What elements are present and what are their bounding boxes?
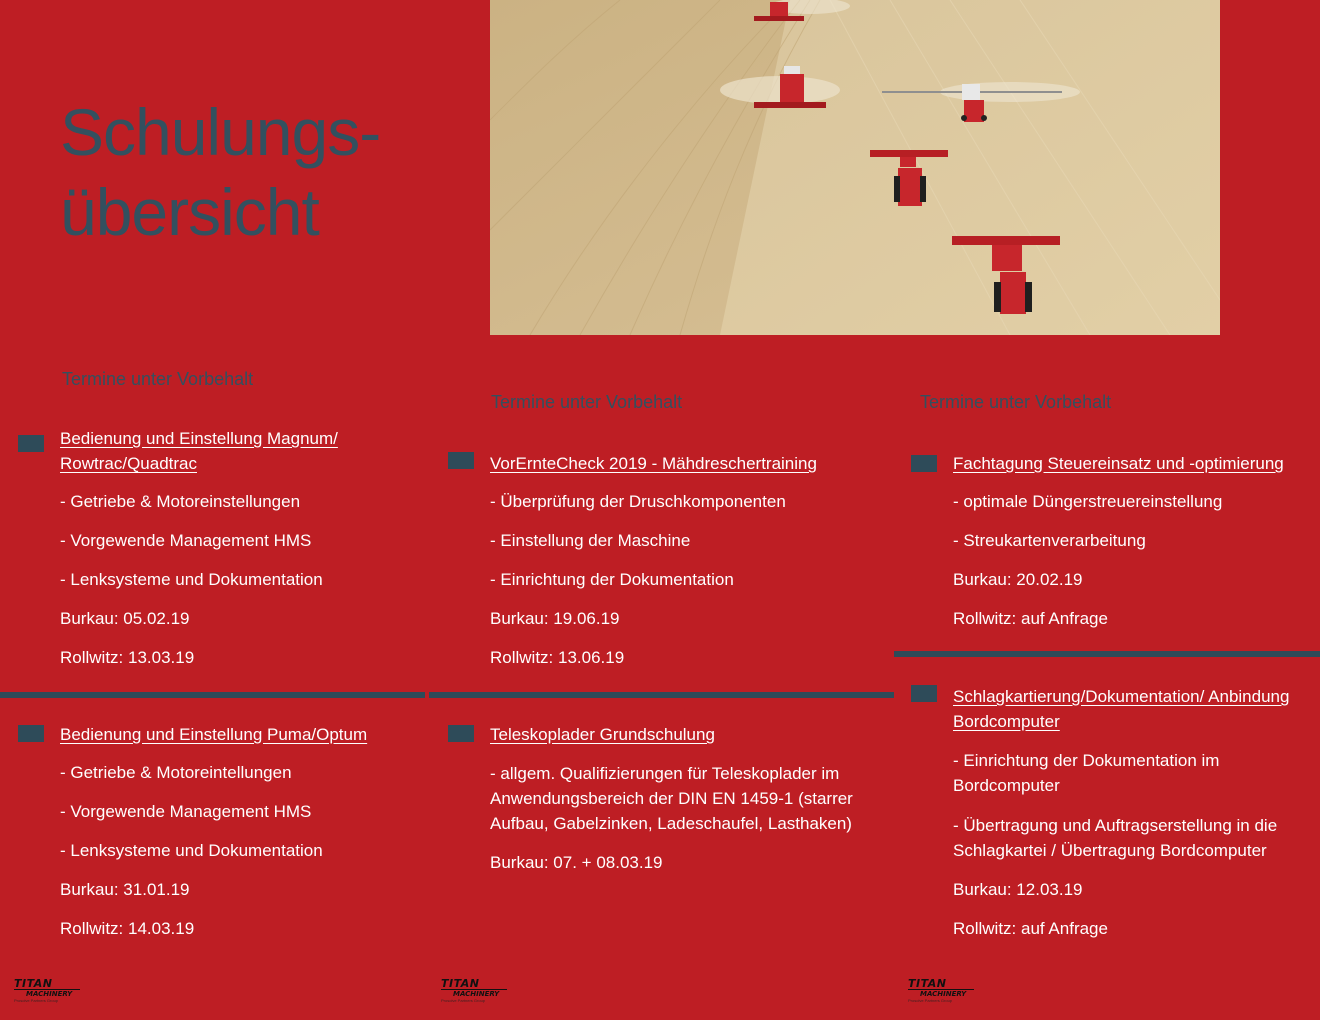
square-marker-icon bbox=[911, 455, 937, 472]
course-puma bbox=[60, 722, 420, 956]
page-title bbox=[60, 92, 380, 252]
page-title-line-2: übersicht bbox=[60, 175, 319, 249]
course-date: Burkau: 12.03.19 bbox=[953, 880, 1083, 899]
course-vorerntecheck bbox=[490, 451, 880, 685]
course-detail: - Übertragung und Auftragserstellung in die Schlagkartei / Übertragung Bordcomputer bbox=[953, 816, 1278, 860]
field-illustration bbox=[490, 0, 1220, 335]
square-marker-icon bbox=[448, 725, 474, 742]
course-heading[interactable]: Bedienung und Einstellung Puma/Optum bbox=[60, 725, 368, 744]
logo-tagline: Prosolve Partners Group bbox=[14, 998, 59, 1003]
course-detail: - Vorgewende Management HMS bbox=[60, 531, 312, 550]
course-schlagkartierung bbox=[953, 684, 1303, 956]
course-date: Rollwitz: 14.03.19 bbox=[60, 919, 195, 938]
course-detail: - Vorgewende Management HMS bbox=[60, 802, 312, 821]
course-detail: - Lenksysteme und Dokumentation bbox=[60, 570, 323, 589]
course-date: Rollwitz: 13.03.19 bbox=[60, 648, 195, 667]
divider-middle bbox=[429, 692, 894, 698]
course-detail: - Einstellung der Maschine bbox=[490, 531, 691, 550]
logo-tagline: Prosolve Partners Group bbox=[441, 998, 486, 1003]
course-date: Rollwitz: auf Anfrage bbox=[953, 919, 1108, 938]
course-heading[interactable]: Teleskoplader Grundschulung bbox=[490, 725, 715, 744]
disclaimer-left: Termine unter Vorbehalt bbox=[62, 369, 254, 389]
logo-brand: TITAN bbox=[441, 977, 480, 990]
square-marker-icon bbox=[911, 685, 937, 702]
course-heading[interactable]: Bedienung und Einstellung Magnum/ Rowtrac/Quadtrac bbox=[60, 429, 338, 473]
course-date: Burkau: 20.02.19 bbox=[953, 570, 1083, 589]
course-heading[interactable]: VorErnteCheck 2019 - Mähdreschertraining bbox=[490, 454, 817, 473]
logo-brand: TITAN bbox=[14, 977, 53, 990]
course-date: Burkau: 05.02.19 bbox=[60, 609, 190, 628]
course-magnum bbox=[60, 426, 420, 685]
divider-left bbox=[0, 692, 425, 698]
course-heading[interactable]: Schlagkartierung/Dokumentation/ Anbindung Bordcomputer bbox=[953, 687, 1290, 731]
titan-machinery-logo bbox=[441, 978, 521, 1004]
course-fachtagung bbox=[953, 451, 1303, 646]
square-marker-icon bbox=[448, 452, 474, 469]
course-detail: - Getriebe & Motoreintellungen bbox=[60, 763, 292, 782]
disclaimer-right: Termine unter Vorbehalt bbox=[920, 392, 1112, 412]
course-detail: - Einrichtung der Dokumentation im Bordcomputer bbox=[953, 751, 1220, 795]
course-date: Burkau: 31.01.19 bbox=[60, 880, 190, 899]
course-detail: - optimale Düngerstreuereinstellung bbox=[953, 492, 1223, 511]
course-detail: - Lenksysteme und Dokumentation bbox=[60, 841, 323, 860]
logo-subbrand: MACHINERY bbox=[14, 989, 80, 998]
course-detail: - Einrichtung der Dokumentation bbox=[490, 570, 734, 589]
course-date: Burkau: 19.06.19 bbox=[490, 609, 620, 628]
logo-subbrand: MACHINERY bbox=[441, 989, 507, 998]
titan-machinery-logo bbox=[14, 978, 94, 1004]
logo-brand: TITAN bbox=[908, 977, 947, 990]
course-detail: - Getriebe & Motoreinstellungen bbox=[60, 492, 301, 511]
course-detail: - Überprüfung der Druschkomponenten bbox=[490, 492, 786, 511]
harvest-field-photo bbox=[490, 0, 1220, 335]
course-detail: - allgem. Qualifizierungen für Teleskoplader im Anwendungsbereich der DIN EN 1459-1 (starrer Aufbau, Gabelzinken, Ladeschaufel, Lasthaken) bbox=[490, 764, 853, 833]
page-title-line-1: Schulungs- bbox=[60, 95, 381, 169]
divider-right bbox=[894, 651, 1320, 657]
course-heading[interactable]: Fachtagung Steuereinsatz und -optimierung bbox=[953, 454, 1284, 473]
course-date: Rollwitz: auf Anfrage bbox=[953, 609, 1108, 628]
course-detail: - Streukartenverarbeitung bbox=[953, 531, 1146, 550]
course-date: Rollwitz: 13.06.19 bbox=[490, 648, 625, 667]
logo-tagline: Prosolve Partners Group bbox=[908, 998, 953, 1003]
logo-subbrand: MACHINERY bbox=[908, 989, 974, 998]
course-date: Burkau: 07. + 08.03.19 bbox=[490, 853, 663, 872]
course-teleskoplader bbox=[490, 722, 870, 890]
disclaimer-middle: Termine unter Vorbehalt bbox=[491, 392, 683, 412]
titan-machinery-logo bbox=[908, 978, 988, 1004]
square-marker-icon bbox=[18, 435, 44, 452]
square-marker-icon bbox=[18, 725, 44, 742]
